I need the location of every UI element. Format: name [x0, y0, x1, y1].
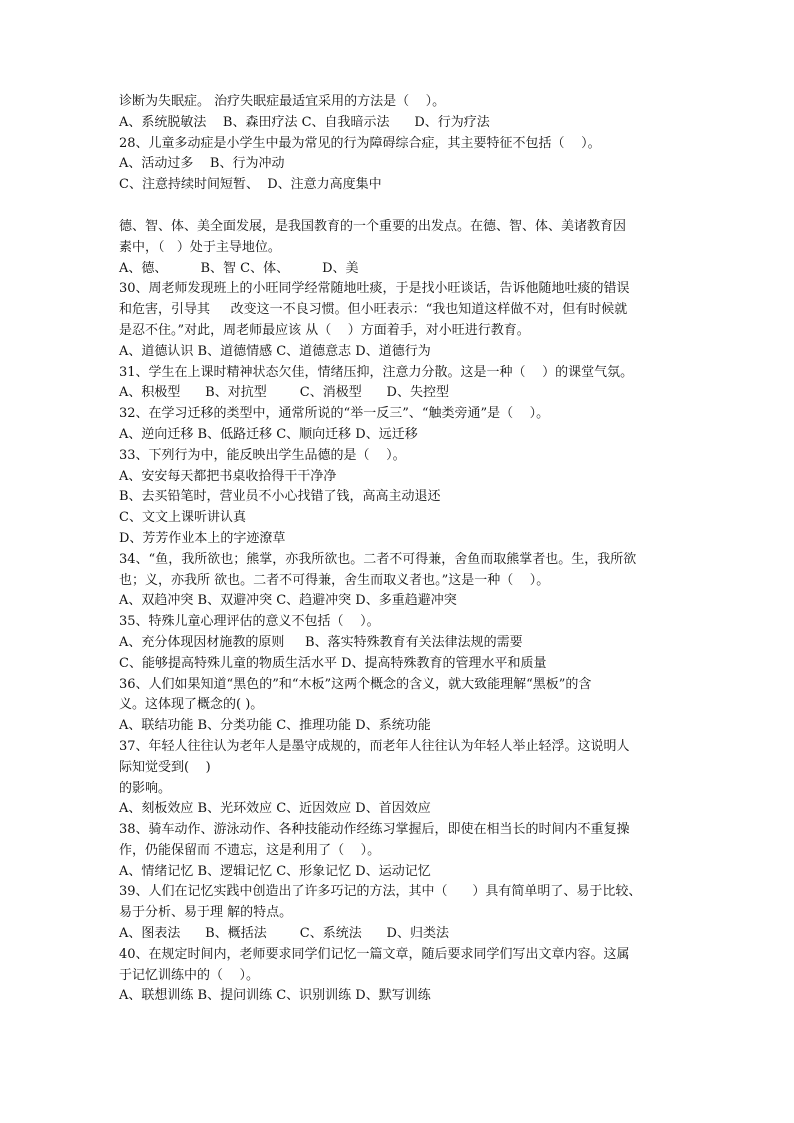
text-line: 32、在学习迁移的类型中，通常所说的“举一反三”、“触类旁通”是（ ）。 [119, 406, 550, 422]
text-line: 也；义，亦我所 欲也。二者不可得兼，舍生而取义者也。”这是一种（ ）。 [119, 572, 550, 588]
text-line: 义。这体现了概念的( )。 [119, 697, 264, 713]
text-line: A、活动过多 B、行为冲动 [119, 156, 285, 172]
text-line: A、道德认识 B、道德情感 C、道德意志 D、道德行为 [119, 343, 431, 359]
text-line: C、能够提高特殊儿童的物质生活水平 D、提高特殊教育的管理水平和质量 [119, 655, 547, 671]
text-line: 的影响。 [119, 780, 172, 796]
text-line: 37、年轻人往往认为老年人是墨守成规的，而老年人往往认为年轻人举止轻浮。这说明人 [119, 738, 630, 754]
text-line: 易于分析、易于理 解的特点。 [119, 905, 293, 921]
question-text-block [119, 92, 679, 1007]
text-line: A、德、 B、智 C、体、 D、美 [119, 260, 359, 276]
text-line: 31、学生在上课时精神状态欠佳，情绪压抑，注意力分散。这是一种（ ）的课堂气氛。 [119, 364, 634, 380]
text-line: B、去买铅笔时，营业员不小心找错了钱，高高主动退还 [119, 489, 441, 505]
text-line: A、情绪记忆 B、逻辑记忆 C、形象记忆 D、运动记忆 [119, 863, 431, 879]
text-line: A、联想训练 B、提问训练 C、识别训练 D、默写训练 [119, 988, 431, 1004]
text-line: A、安安每天都把书桌收拾得干干净净 [119, 468, 337, 484]
text-line: 作，仍能保留而 不遗忘，这是利用了（ ）。 [119, 842, 381, 858]
text-line: 际知觉受到( ) [119, 759, 211, 775]
text-line: 30、周老师发现班上的小旺同学经常随地吐痰，于是找小旺谈话，告诉他随地吐痰的错误 [119, 281, 630, 297]
text-line: 40、在规定时间内，老师要求同学们记忆一篇文章，随后要求同学们写出文章内容。这属 [119, 946, 630, 962]
text-line: 35、特殊儿童心理评估的意义不包括（ ）。 [119, 614, 380, 630]
text-line: A、联结功能 B、分类功能 C、推理功能 D、系统功能 [119, 718, 431, 734]
text-line: A、逆向迁移 B、低路迁移 C、顺向迁移 D、远迁移 [119, 426, 418, 442]
paragraph-gap [119, 196, 679, 217]
text-line: 33、下列行为中，能反映出学生品德的是（ ）。 [119, 447, 406, 463]
text-line: 38、骑车动作、游泳动作、各种技能动作经练习掌握后，即使在相当长的时间内不重复操 [119, 822, 630, 838]
text-line: A、积极型 B、对抗型 C、消极型 D、失控型 [119, 385, 449, 401]
text-line: 德、智、体、美全面发展，是我国教育的一个重要的出发点。在德、智、体、美诸教育因 [119, 218, 627, 234]
text-line: 39、人们在记忆实践中创造出了许多巧记的方法，其中（ ）具有简单明了、易于比较、 [119, 884, 642, 900]
text-line: 和危害，引导其 改变这一不良习惯。但小旺表示：“我也知道这样做不对，但有时候就 [119, 302, 628, 318]
text-line: C、注意持续时间短暂、 D、注意力高度集中 [119, 177, 382, 193]
text-line: C、文文上课听讲认真 [119, 510, 246, 526]
text-line: 36、人们如果知道“黑色的”和“木板”这两个概念的含义，就大致能理解“黑板”的含 [119, 676, 592, 692]
text-line: A、系统脱敏法 B、森田疗法 C、自我暗示法 D、行为疗法 [119, 114, 490, 130]
text-line: 于记忆训练中的（ ）。 [119, 967, 260, 983]
text-line: 是忍不住。”对此，周老师最应该 从（ ）方面着手，对小旺进行教育。 [119, 322, 530, 338]
text-line: 诊断为失眠症。 治疗失眠症最适宜采用的方法是（ ）。 [119, 94, 446, 109]
text-line: A、图表法 B、概括法 C、系统法 D、归类法 [119, 926, 449, 942]
text-line: A、双趋冲突 B、双避冲突 C、趋避冲突 D、多重趋避冲突 [119, 593, 457, 609]
text-line: D、芳芳作业本上的字迹潦草 [119, 530, 286, 546]
text-line: 素中，（ ）处于主导地位。 [119, 239, 281, 255]
text-line: A、充分体现因材施教的原则 B、落实特殊教育有关法律法规的需要 [119, 634, 523, 650]
text-line: A、刻板效应 B、光环效应 C、近因效应 D、首因效应 [119, 801, 431, 817]
text-line: 34、“鱼，我所欲也；熊掌，亦我所欲也。二者不可得兼，舍鱼而取熊掌者也。生，我所欲 [119, 551, 637, 567]
text-line: 28、儿童多动症是小学生中最为常见的行为障碍综合症，其主要特征不包括（ ）。 [119, 135, 601, 151]
